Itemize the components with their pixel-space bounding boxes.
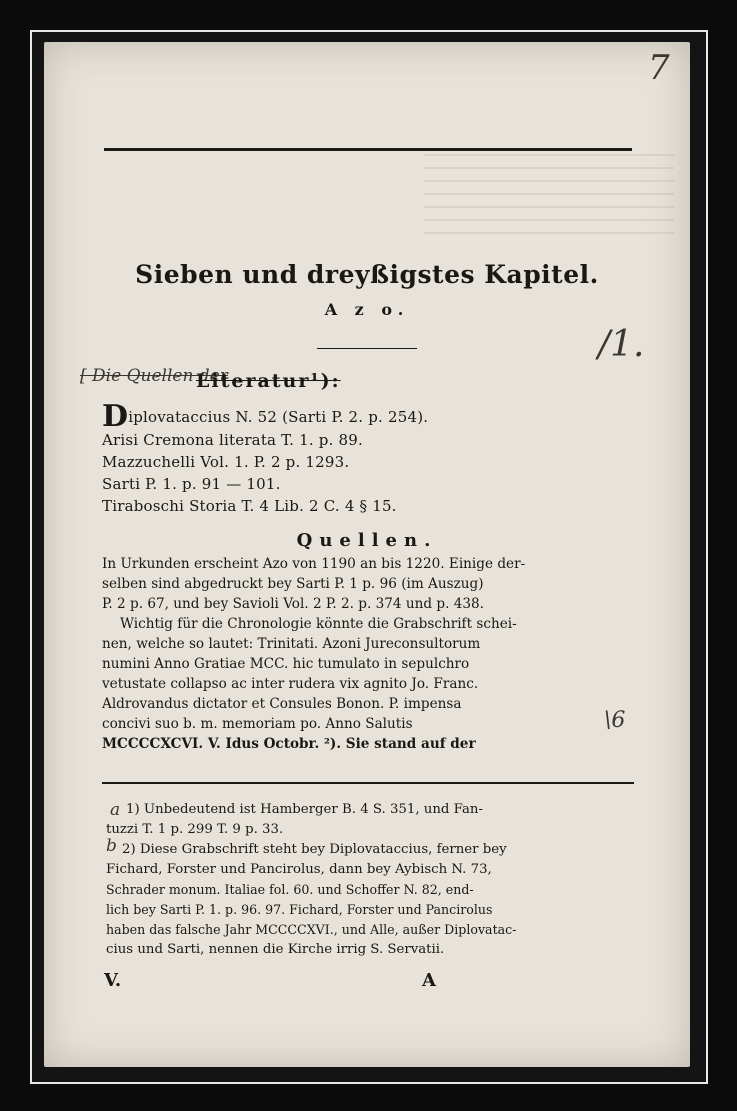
body-line: P. 2 p. 67, und bey Savioli Vol. 2 P. 2. p. 374 und p. 438. — [102, 596, 485, 612]
document-page — [44, 42, 690, 1067]
literature-item: Sarti P. 1. p. 91 — 101. — [102, 475, 281, 493]
footnote-line: tuzzi T. 1 p. 299 T. 9 p. 33. — [106, 822, 284, 837]
chapter-title: Sieben und dreyßigstes Kapitel. — [135, 260, 599, 289]
footnote-line: haben das falsche Jahr MCCCCXVI., und Alle, außer Diplovatac- — [106, 922, 517, 937]
footnote-line: Schrader monum. Italiae fol. 60. und Schoffer N. 82, end- — [106, 882, 474, 897]
drop-cap: D — [102, 399, 129, 434]
literature-item: Arisi Cremona literata T. 1. p. 89. — [102, 431, 363, 449]
footnote-line: 1) Unbedeutend ist Hamberger B. 4 S. 351, und Fan- — [126, 802, 483, 817]
body-line: In Urkunden erscheint Azo von 1190 an bis 1220. Einige der- — [102, 556, 526, 572]
footnote-mark: b — [106, 836, 117, 856]
literature-item — [102, 399, 429, 434]
top-rule — [104, 148, 632, 151]
footnote-rule — [102, 782, 634, 784]
footnote-mark: a — [110, 800, 121, 820]
subject-rule — [317, 348, 417, 349]
body-line: numini Anno Gratiae MCC. hic tumulato in sepulchro — [102, 656, 470, 672]
margin-mark: \6 — [604, 708, 626, 733]
body-line: concivi suo b. m. memoriam po. Anno Salutis — [102, 716, 413, 732]
signature-left: V. — [104, 970, 122, 991]
margin-mark: /1. — [598, 324, 645, 365]
literature-item: Tiraboschi Storia T. 4 Lib. 2 C. 4 § 15. — [102, 497, 397, 515]
body-line: Aldrovandus dictator et Consules Bonon. P. impensa — [102, 696, 462, 712]
sources-heading: Quellen. — [296, 530, 438, 551]
literature-text: iplovataccius N. 52 (Sarti P. 2. p. 254). — [128, 408, 429, 426]
bleed-through — [424, 154, 674, 244]
body-line: MCCCCXCVI. V. Idus Octobr. ²). Sie stand auf der — [102, 736, 476, 752]
body-line: Wichtig für die Chronologie könnte die Grabschrift schei- — [120, 616, 517, 632]
footnote-line: cius und Sarti, nennen die Kirche irrig S. Servatii. — [106, 942, 445, 957]
footnote-line: lich bey Sarti P. 1. p. 96. 97. Fichard, Forster und Pancirolus — [106, 902, 493, 917]
chapter-subject: A z o. — [324, 300, 410, 319]
body-line: nen, welche so lautet: Trinitati. Azoni Jureconsultorum — [102, 636, 481, 652]
footnote-line: 2) Diese Grabschrift steht bey Diplovataccius, ferner bey — [122, 842, 507, 857]
handwritten-page-number: 7 — [648, 48, 670, 88]
footnote-line: Fichard, Forster und Pancirolus, dann bey Aybisch N. 73, — [106, 862, 492, 877]
body-line: vetustate collapso ac inter rudera vix agnito Jo. Franc. — [102, 676, 479, 692]
handwritten-annotation: [ Die Quellen der — [80, 366, 228, 386]
body-line: selben sind abgedruckt bey Sarti P. 1 p. 96 (im Auszug) — [102, 576, 484, 592]
signature-right: A — [422, 970, 436, 991]
literature-heading: Literatur¹): — [196, 370, 341, 392]
literature-item: Mazzuchelli Vol. 1. P. 2 p. 1293. — [102, 453, 350, 471]
